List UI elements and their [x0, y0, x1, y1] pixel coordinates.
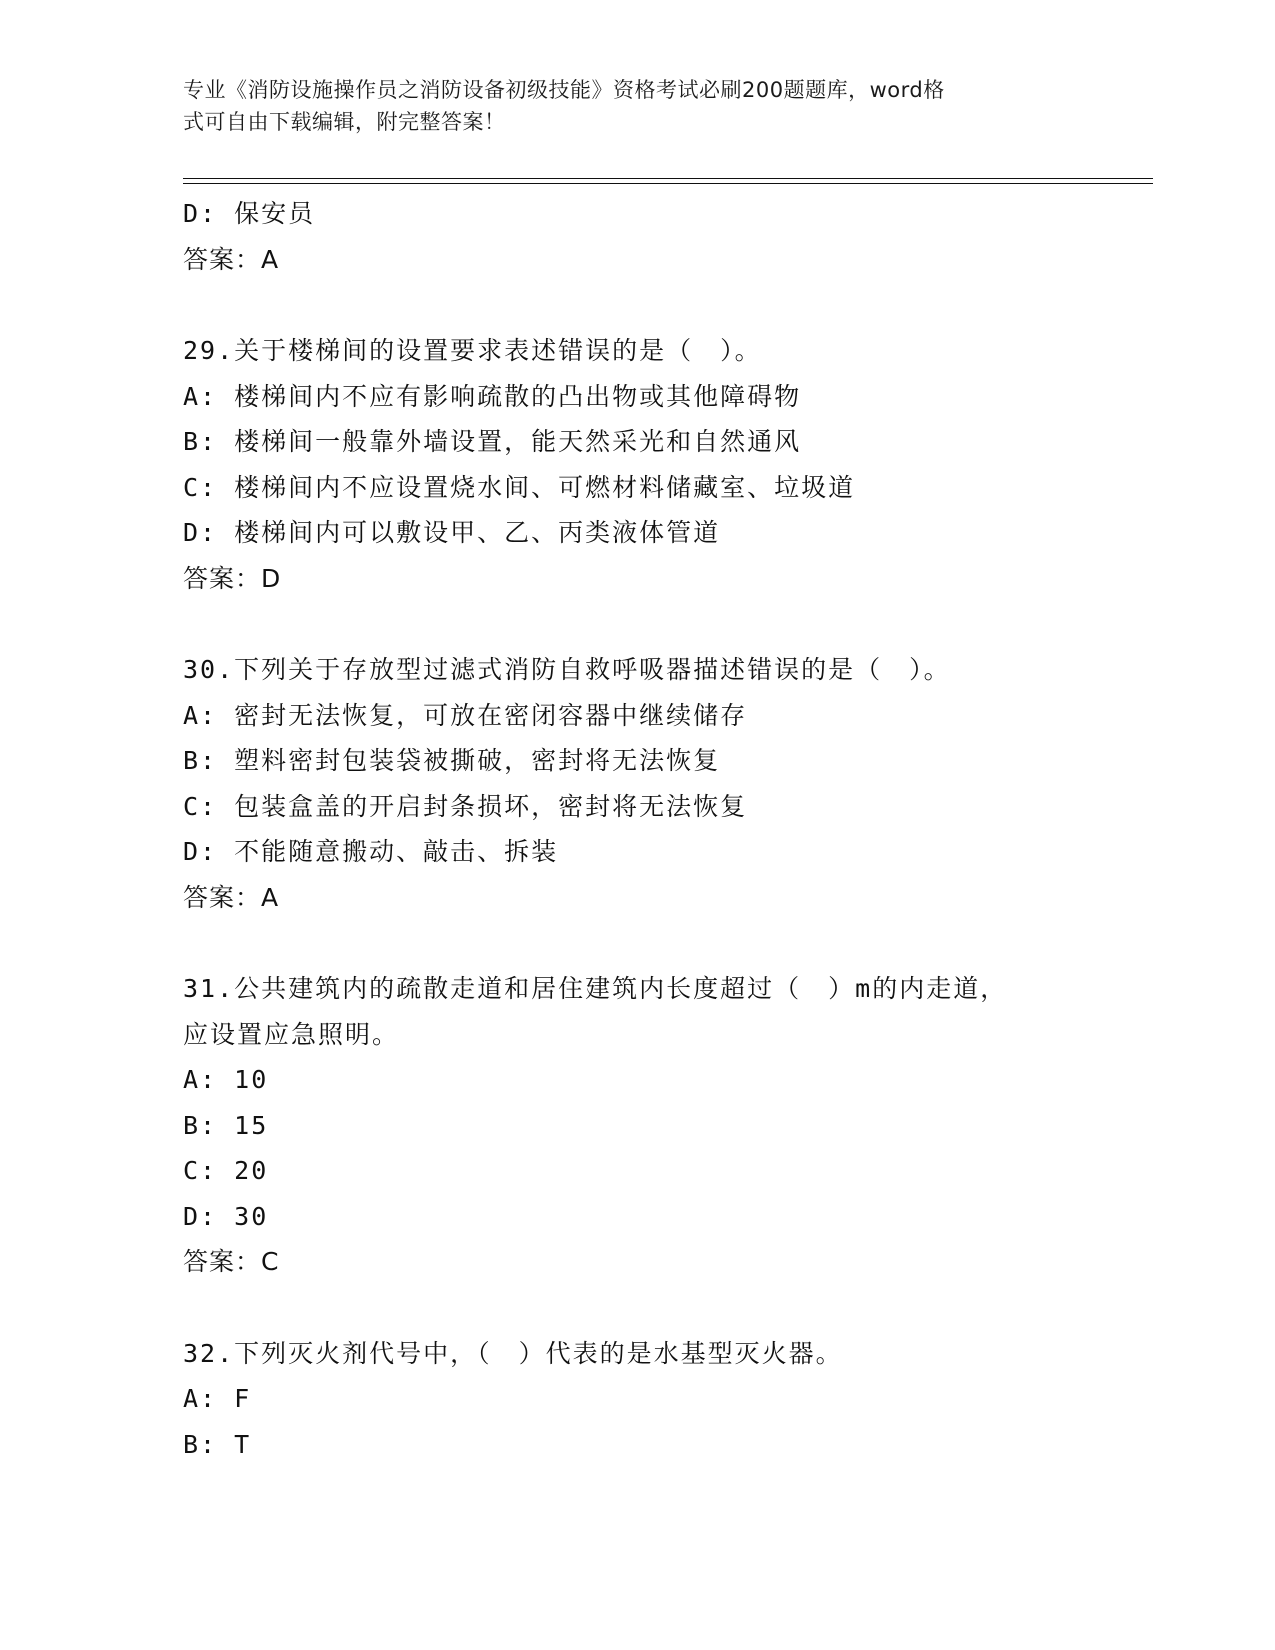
option-a: A: F [183, 1384, 252, 1413]
answer-label: 答案：D [183, 563, 282, 593]
spacer [183, 1285, 1083, 1331]
option-c: C: 20 [183, 1156, 269, 1185]
option-b: B: 15 [183, 1110, 269, 1140]
question-32 [183, 1331, 1083, 1468]
option-a: A: 10 [183, 1065, 269, 1094]
question-stem: 31.公共建筑内的疏散走道和居住建筑内长度超过（ ）m的内走道， [183, 974, 1008, 1003]
answer-label: 答案：C [183, 1247, 280, 1276]
spacer [183, 920, 1083, 966]
question-31 [183, 966, 1083, 1285]
question-29 [183, 328, 1083, 601]
question-stem: 32.下列灭火剂代号中，（ ）代表的是水基型灭火器。 [183, 1338, 843, 1368]
option-d: D: 不能随意搬动、敲击、拆装 [183, 837, 559, 866]
option-a: A: 楼梯间内不应有影响疏散的凸出物或其他障碍物 [183, 381, 802, 411]
question-list [183, 191, 1083, 1467]
spacer [183, 601, 1083, 647]
header-divider-bottom [183, 183, 1153, 184]
question-stem: 30.下列关于存放型过滤式消防自救呼吸器描述错误的是（ ）。 [183, 655, 951, 684]
option-d: D: 30 [183, 1201, 269, 1231]
option-b: B: 塑料密封包装袋被撕破，密封将无法恢复 [183, 746, 721, 775]
option-d: D: 保安员 [183, 199, 316, 228]
header-line-2: 式可自由下载编辑，附完整答案！ [183, 110, 506, 134]
question-stem-continued: 应设置应急照明。 [183, 1019, 400, 1049]
option-d: D: 楼梯间内可以敷设甲、乙、丙类液体管道 [183, 518, 721, 547]
answer-label: 答案：A [183, 882, 280, 912]
answer-label: 答案：A [183, 244, 280, 274]
option-c: C: 包装盒盖的开启封条损坏，密封将无法恢复 [183, 791, 748, 821]
question-30 [183, 647, 1083, 920]
page-header [183, 74, 1063, 138]
header-line-1: 专业《消防设施操作员之消防设备初级技能》资格考试必刷200题题库，word格 [183, 78, 945, 102]
question-stem: 29.关于楼梯间的设置要求表述错误的是（ ）。 [183, 336, 762, 365]
option-b: B: T [183, 1429, 252, 1459]
option-b: B: 楼梯间一般靠外墙设置，能天然采光和自然通风 [183, 427, 802, 456]
header-divider-top [183, 178, 1153, 179]
option-a: A: 密封无法恢复，可放在密闭容器中继续储存 [183, 700, 748, 730]
spacer [183, 282, 1083, 328]
option-c: C: 楼梯间内不应设置烧水间、可燃材料储藏室、垃圾道 [183, 472, 856, 502]
question-28-tail [183, 191, 1083, 282]
